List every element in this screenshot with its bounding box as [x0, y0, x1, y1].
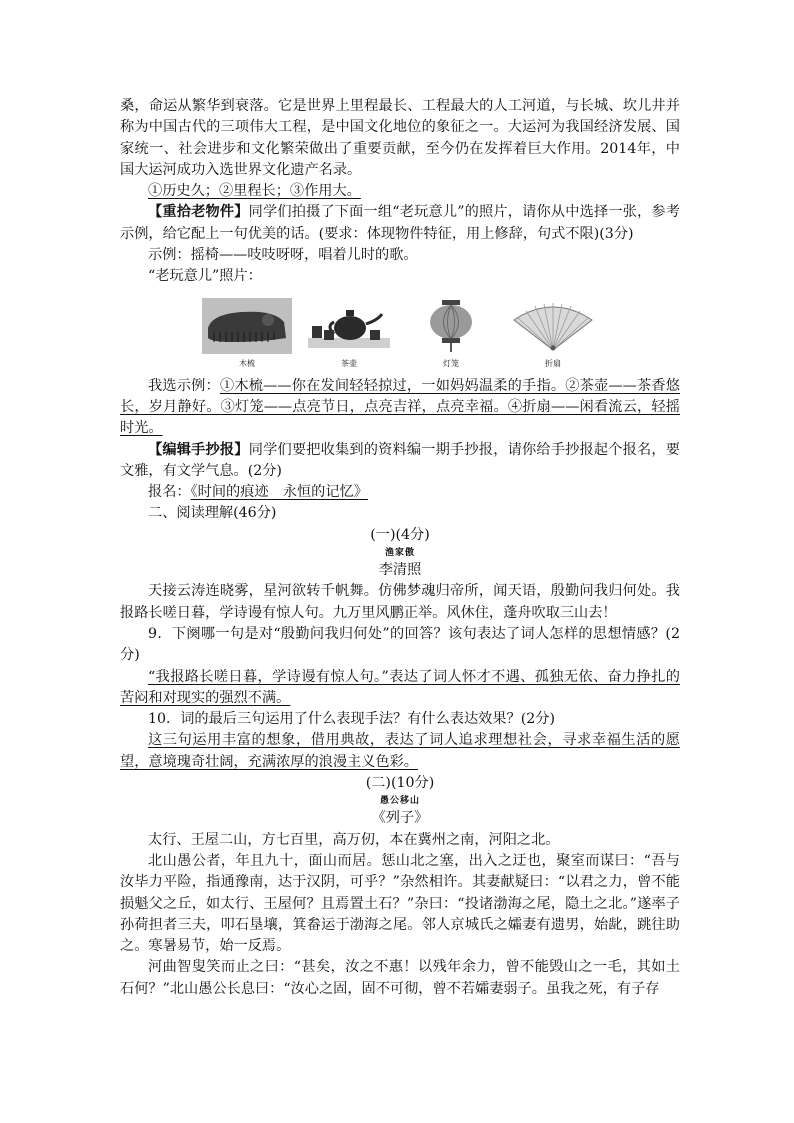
lantern-image [406, 298, 496, 354]
passage-paragraph-1: 太行、王屋二山，方七百里，高万仞，本在冀州之南，河阳之北。 [148, 831, 560, 848]
old-things-answer-lead: 我选示例： [148, 377, 220, 394]
section2-heading: 二、阅读理解(46分) [148, 505, 277, 522]
old-things-example: 示例：摇椅——吱吱呀呀，唱着儿时的歌。 [148, 247, 418, 264]
photo-caption-comb: 木梳 [239, 358, 255, 368]
old-things-prompt: 同学们拍摄了下面一组“老玩意儿”的照片，请你从中选择一张，参考示例，给它配上一句优美的话。(要求：体现物件特征，用上修辞，句式不限)(3分) [120, 204, 680, 242]
photo-lantern [400, 298, 502, 372]
newspaper-answer [120, 482, 680, 503]
document-page [120, 96, 680, 1000]
newspaper-answer-text: 《时间的痕迹 永恒的记忆》 [190, 484, 368, 501]
poem-author: 李清照 [378, 562, 422, 579]
photo-comb [196, 298, 298, 372]
passage-author: 《列子》 [371, 810, 429, 827]
question-9: 9．下阕哪一句是对“殷勤问我归何处”的回答？该句表达了词人怎样的思想情感？(2分) [120, 625, 680, 664]
part1-label: (一)(4分) [370, 526, 430, 543]
wooden-comb-image [202, 298, 292, 354]
passage-title: 愚公移山 [379, 796, 420, 807]
photo-caption-fan: 折扇 [545, 358, 561, 368]
folding-fan-image [508, 298, 598, 354]
newspaper-answer-lead: 报名： [148, 484, 191, 501]
old-things-answer-text: ①木梳——你在发间轻轻掠过，一如妈妈温柔的手指。②茶壶——茶香悠长，岁月静好。③灯笼——点亮节日，点亮吉祥，点亮幸福。④折扇——闲看流云，轻摇时光。 [120, 377, 680, 437]
passage-paragraph-3: 河曲智叟笑而止之曰：“甚矣，汝之不惠！以残年余力，曾不能毁山之一毛，其如土石何？”北山愚公长息曰：“汝心之固，固不可彻，曾不若孀妻弱子。虽我之死，有子存 [120, 959, 680, 997]
poem-title: 渔家傲 [384, 548, 415, 559]
photo-caption-teapot: 茶壶 [341, 358, 357, 368]
answer-9: “我报路长嗟日暮，学诗谩有惊人句。”表达了词人怀才不遇、孤独无依、奋力挣扎的苦闷和对现实的强烈不满。 [120, 668, 680, 706]
newspaper-question [120, 440, 680, 483]
photo-fan [502, 298, 604, 372]
old-things-question [120, 202, 680, 245]
old-things-tag: 【重拾老物件】 [148, 204, 249, 221]
answer-10: 这三句运用丰富的想象，借用典故，表达了词人追求理想社会，寻求幸福生活的愿望，意境瑰奇壮阔，充满浓厚的浪漫主义色彩。 [120, 732, 680, 770]
newspaper-prompt: 同学们要把收集到的资料编一期手抄报，请你给手抄报起个报名，要文雅，有文学气息。(2分) [120, 441, 680, 479]
part2-label: (二)(10分) [365, 775, 435, 792]
intro-paragraph: 桑，命运从繁华到衰落。它是世界上里程最长、工程最大的人工河道，与长城、坎儿井并称为中国古代的三项伟大工程，是中国文化地位的象征之一。大运河为我国经济发展、国家统一、社会进步和文化繁荣做出了重要贡献，至今仍在发挥着巨大作用。2014年，中国大运河成功入选世界文化遗产名录。 [120, 98, 680, 178]
poem-text: 天接云涛连晓雾，星河欲转千帆舞。仿佛梦魂归帝所，闻天语，殷勤问我归何处。我报路长嗟日暮，学诗谩有惊人句。九万里风鹏正举。风休住，蓬舟吹取三山去！ [120, 583, 680, 621]
photo-heading: “老玩意儿”照片： [148, 268, 262, 285]
newspaper-tag: 【编辑手抄报】 [148, 441, 249, 458]
question-10: 10．词的最后三句运用了什么表现手法？有什么表达效果？(2分) [148, 711, 556, 728]
answer-canal-features: ①历史久；②里程长；③作用大。 [148, 183, 361, 200]
photo-caption-lantern: 灯笼 [443, 358, 459, 368]
old-things-answer [120, 376, 680, 440]
passage-paragraph-2: 北山愚公者，年且九十，面山而居。惩山北之塞，出入之迂也，聚室而谋曰：“吾与汝毕力平险，指通豫南，达于汉阴，可乎？”杂然相许。其妻献疑曰：“以君之力，曾不能损魁父之丘，如太行、王屋何？且焉置土石？”杂曰：“投诸渤海之尾，隐土之北。”遂率子孙荷担者三夫，叩石垦壤，箕畚运于渤海之尾。邻人京城氏之孀妻有遗男，始龀，跳往助之。寒暑易节，始一反焉。 [120, 852, 680, 955]
photo-teapot [298, 298, 400, 372]
photo-row [120, 298, 680, 372]
teapot-image [304, 298, 394, 354]
